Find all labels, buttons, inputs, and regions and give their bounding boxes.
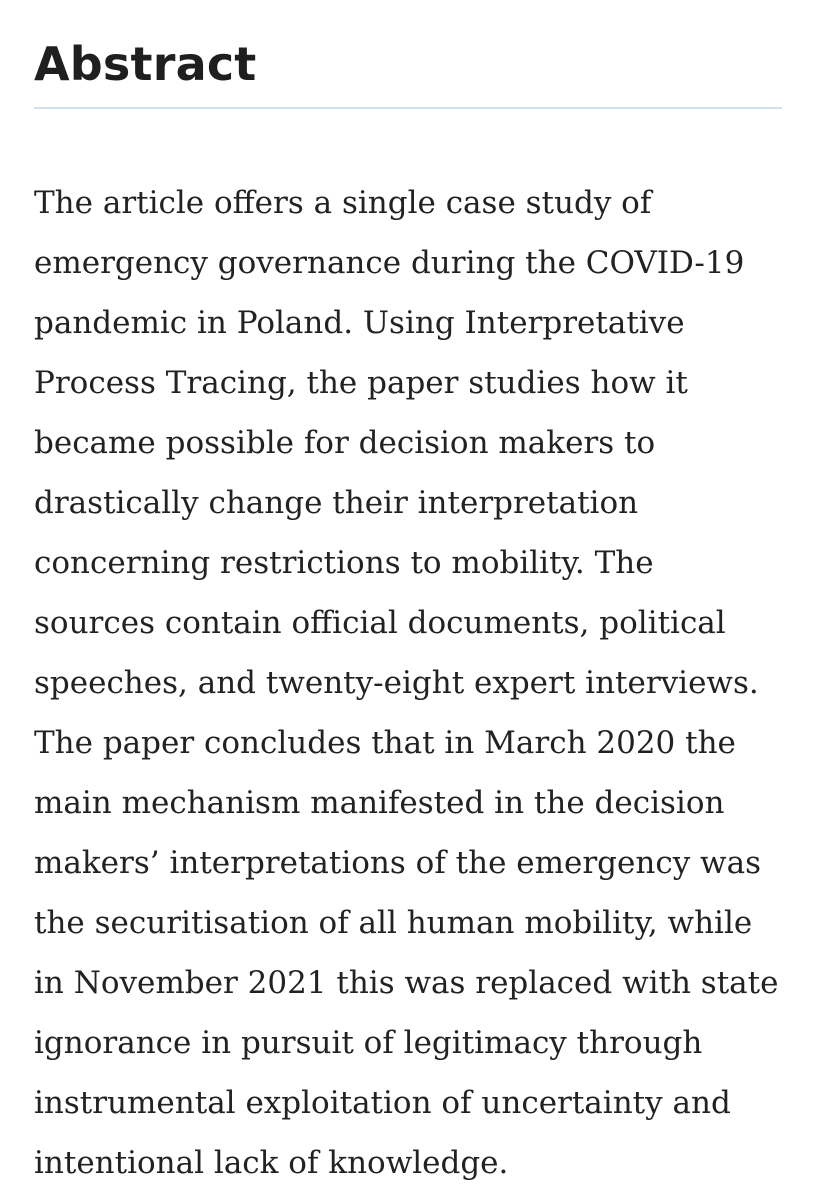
abstract-line: Process Tracing, the paper studies how it (34, 365, 688, 401)
abstract-line: pandemic in Poland. Using Interpretative (34, 305, 685, 341)
abstract-line: makers’ interpretations of the emergency was (34, 845, 761, 881)
abstract-heading: Abstract (34, 37, 257, 91)
abstract-body (34, 173, 784, 1193)
abstract-line: The paper concludes that in March 2020 the (34, 725, 736, 761)
abstract-line: in November 2021 this was replaced with state (34, 965, 779, 1001)
abstract-line: intentional lack of knowledge. (34, 1145, 509, 1181)
abstract-line: The article offers a single case study of (34, 185, 652, 221)
abstract-line: sources contain official documents, political (34, 605, 726, 641)
abstract-line: ignorance in pursuit of legitimacy through (34, 1025, 703, 1061)
abstract-section (34, 0, 784, 1193)
abstract-line: speeches, and twenty-eight expert interviews. (34, 665, 759, 701)
abstract-line: emergency governance during the COVID-19 (34, 245, 745, 281)
heading-divider (34, 107, 782, 109)
abstract-line: concerning restrictions to mobility. The (34, 545, 654, 581)
abstract-line: became possible for decision makers to (34, 425, 656, 461)
abstract-line: instrumental exploitation of uncertainty and (34, 1085, 731, 1121)
abstract-line: the securitisation of all human mobility, while (34, 905, 753, 941)
abstract-line: drastically change their interpretation (34, 485, 639, 521)
abstract-line: main mechanism manifested in the decision (34, 785, 725, 821)
